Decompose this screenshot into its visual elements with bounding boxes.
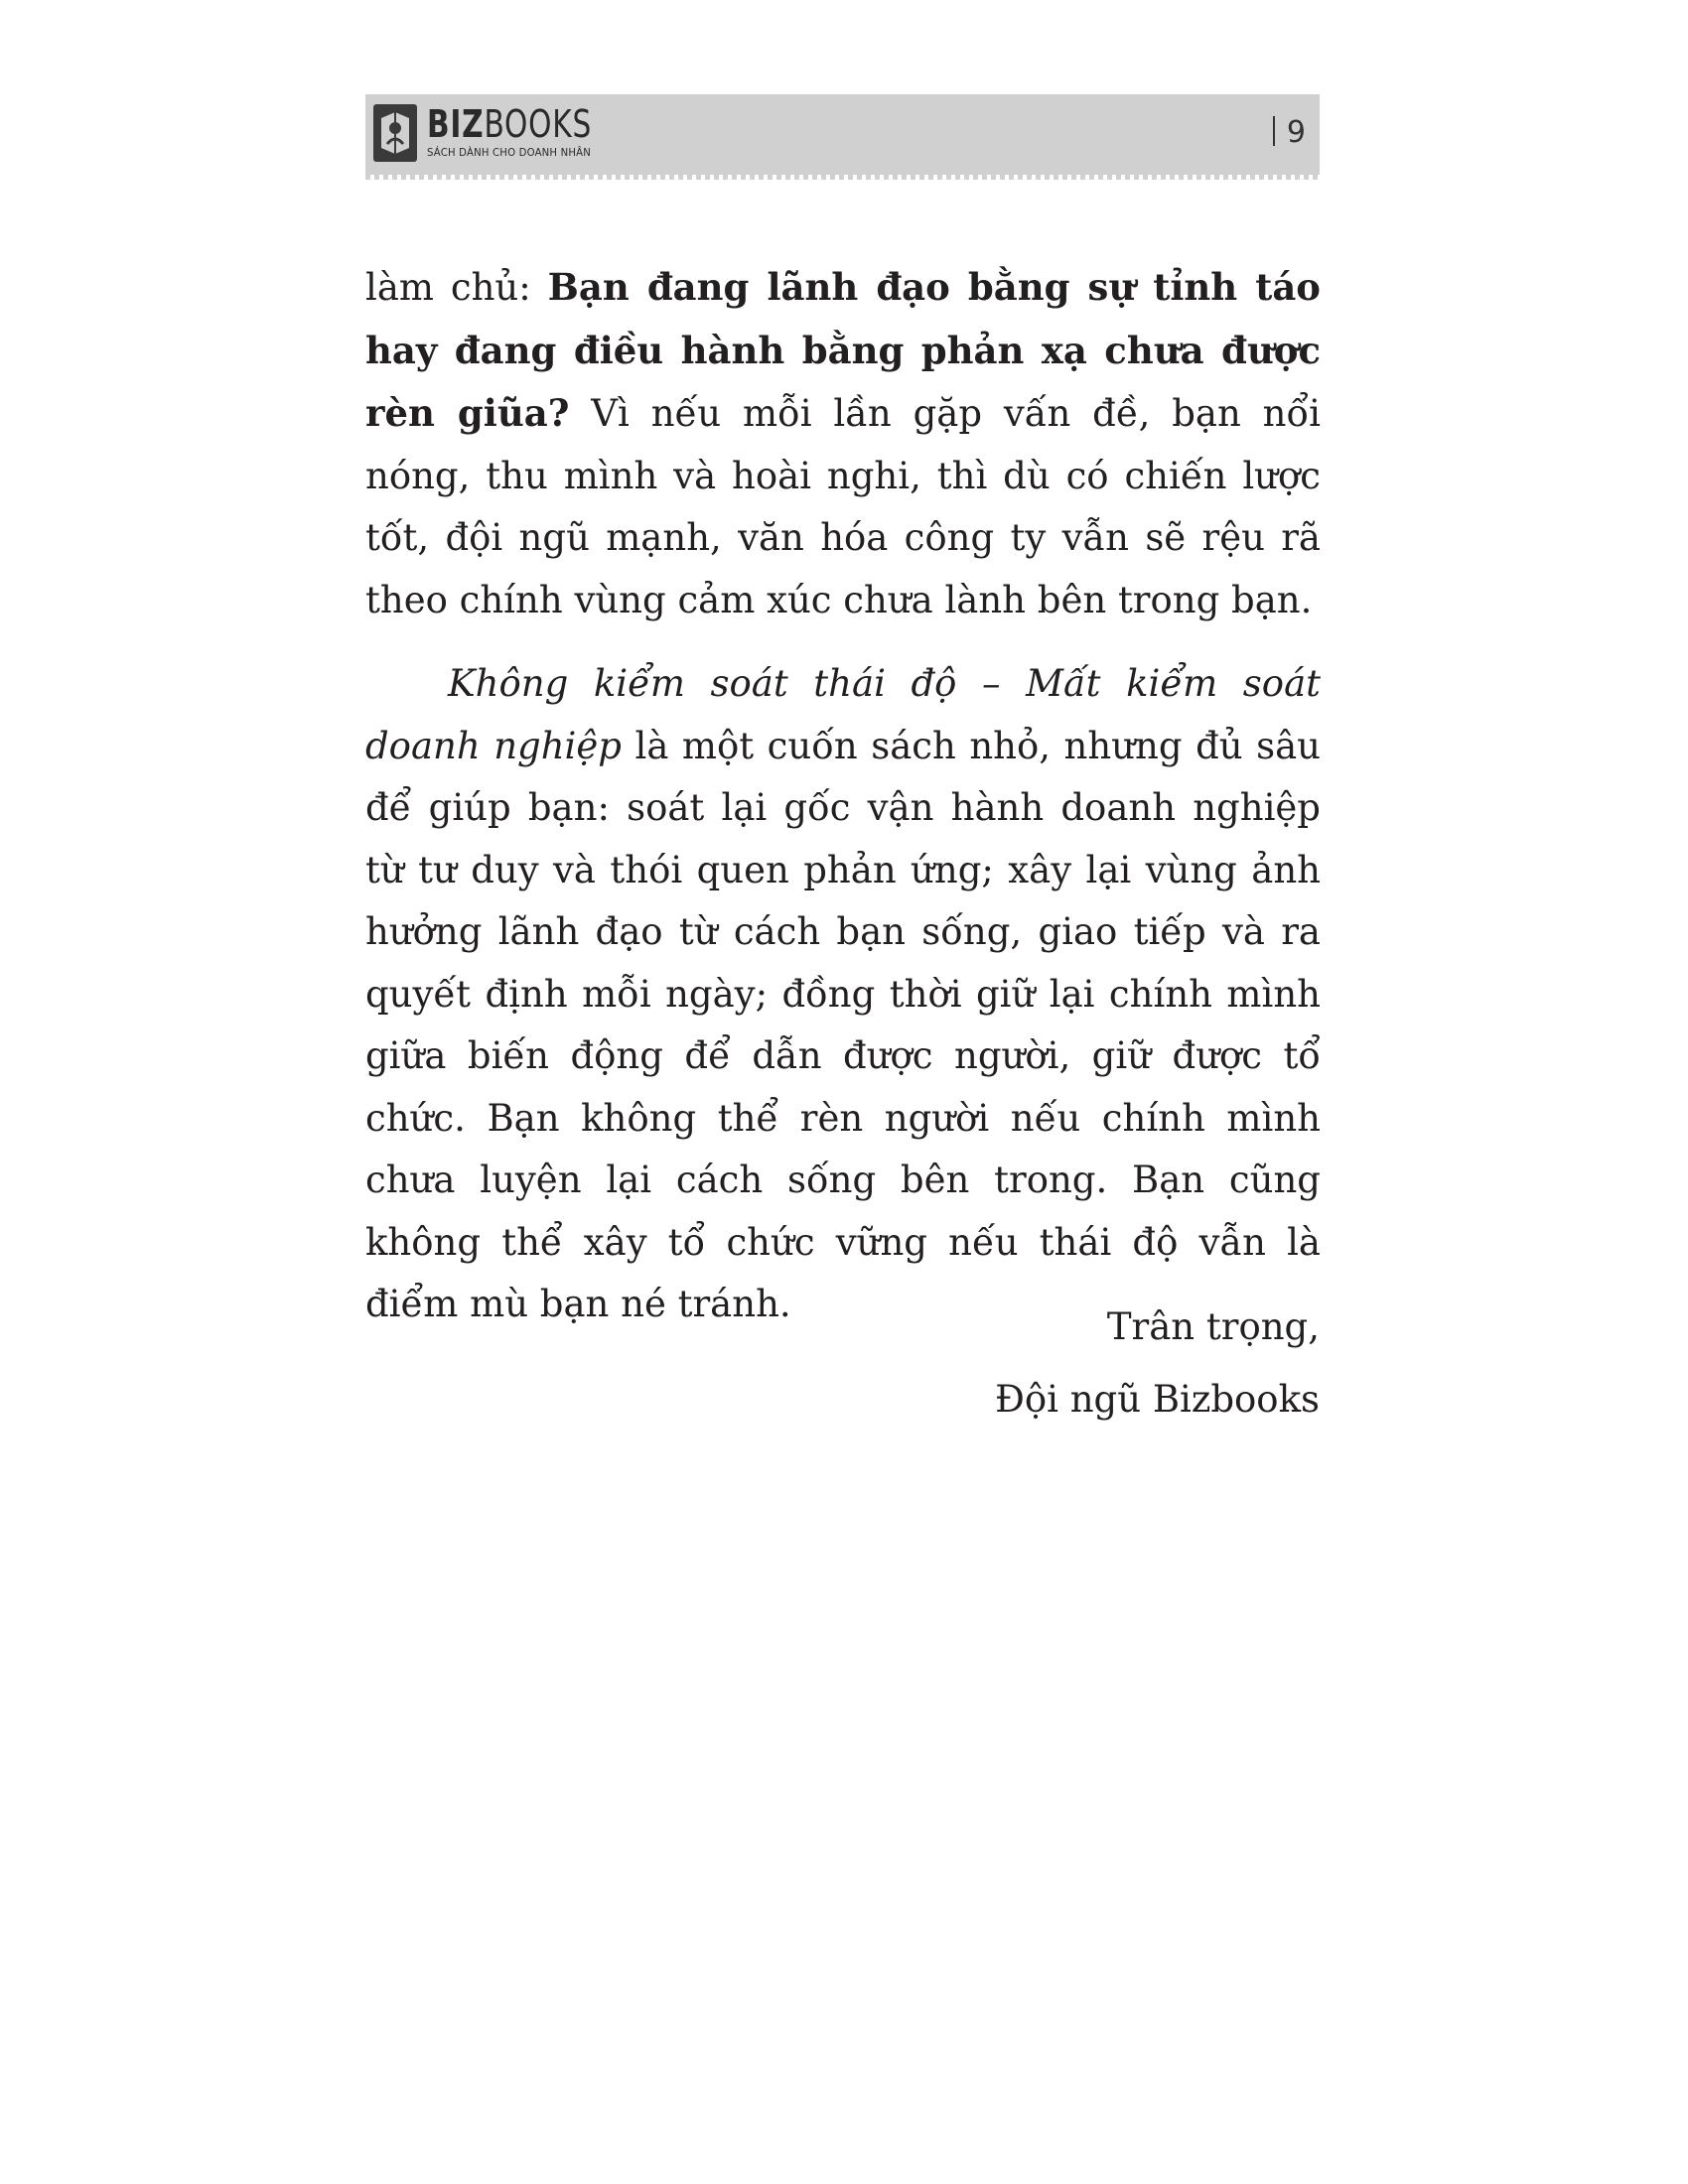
- brand-name: [427, 102, 592, 146]
- paragraph-1-start: làm chủ:: [365, 266, 548, 309]
- paragraph-2: [365, 653, 1321, 1336]
- brand-tagline: SÁCH DÀNH CHO DOANH NHÂN: [427, 146, 592, 159]
- signature-author: Đội ngũ Bizbooks: [994, 1378, 1320, 1421]
- brand-name-bold: BIZ: [427, 102, 485, 146]
- page-header: [365, 94, 1320, 176]
- paragraph-1-bold: Bạn đang lãnh đạo bằng sự tỉnh táo hay đang điều hành bằng phản xạ chưa được rèn giũa?: [365, 265, 1321, 435]
- paragraph-1: [365, 256, 1321, 631]
- paragraph-1-rest: Vì nếu mỗi lần gặp vấn đề, bạn nổi nóng, thu mình và hoài nghi, thì dù có chiến lược tốt, đội ngũ mạnh, văn hóa công ty vẫn sẽ rệu rã theo chính vùng cảm xúc chưa lành bên trong bạn.: [365, 392, 1321, 621]
- page-number-divider: [1273, 116, 1275, 146]
- signature-block: [995, 1291, 1320, 1435]
- body-text: [365, 256, 1321, 1336]
- page-number: [1273, 114, 1306, 152]
- book-title-italic: Không kiểm soát thái độ – Mất kiểm soát doanh nghiệp: [365, 662, 1321, 767]
- page-number-value: 9: [1286, 115, 1306, 150]
- brand-name-light: BOOKS: [484, 102, 593, 146]
- signature-closing: Trân trọng,: [1106, 1305, 1320, 1348]
- paragraph-2-rest: là một cuốn sách nhỏ, nhưng đủ sâu để giúp bạn: soát lại gốc vận hành doanh nghiệp từ tư duy và thói quen phản ứng; xây lại vùng ảnh hưởng lãnh đạo từ cách bạn sống, giao tiếp và ra quyết định mỗi ngày; đồng thời giữ lại chính mình giữa biến động để dẫn được người, giữ được tổ chức. Bạn không thể rèn người nếu chính mình chưa luyện lại cách sống bên trong. Bạn cũng không thể xây tổ chức vững nếu thái độ vẫn là điểm mù bạn né tránh.: [365, 724, 1321, 1325]
- bizbooks-logo-icon: [373, 104, 417, 162]
- brand-logo: [427, 102, 638, 160]
